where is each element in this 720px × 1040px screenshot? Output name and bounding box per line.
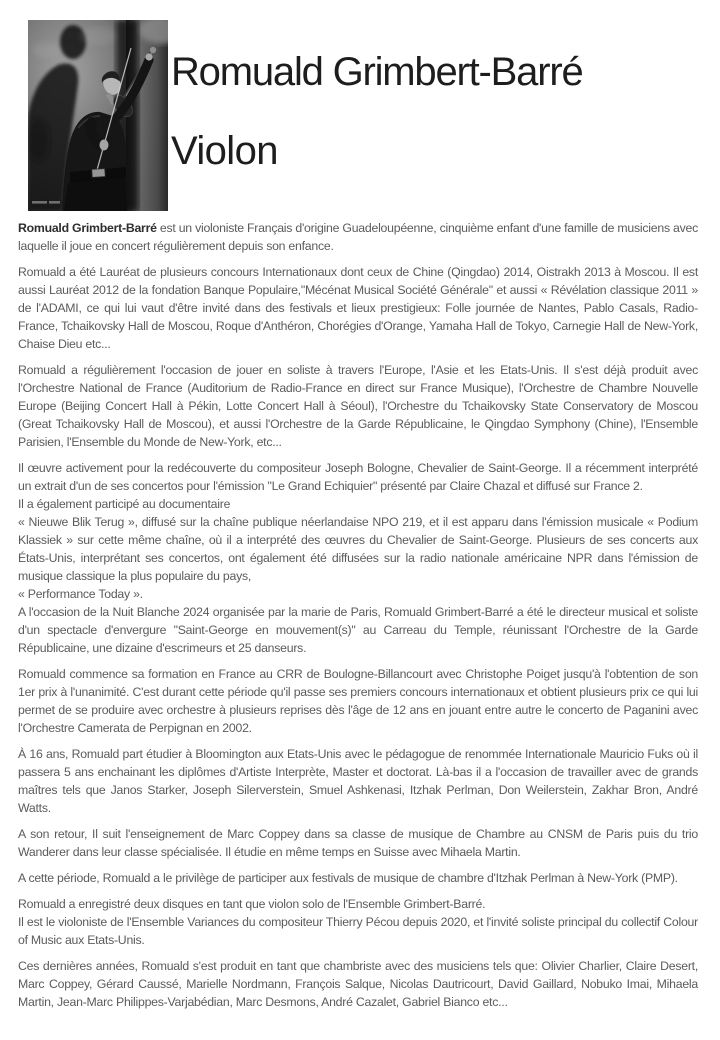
bio-line-disques: Romuald a enregistré deux disques en tant que violon solo de l'Ensemble Grimbert-Barré. [18,897,486,911]
bio-paragraph-nuit-blanche: A l'occasion de la Nuit Blanche 2024 organisée par la marie de Paris, Romuald Grimbert-Barré a été le directeur musical et soliste d'un spectacle d'envergure "Saint-George en mouvement(s)" au Carreau du Temple, réunissant l'Orchestre de la Garde Républicaine, une dizaine d'escrimeurs et 25 danseurs. [18,605,698,655]
bio-paragraph-pmp: A cette période, Romuald a le privilège de participer aux festivals de musique de chambre d'Itzhak Perlman à New-York (PMP). [18,871,678,885]
person-name-bold: Romuald Grimbert-Barré [18,221,157,235]
page-subtitle: Violon [171,129,278,173]
bio-line-variances: Il est le violoniste de l'Ensemble Variances du compositeur Thierry Pécou depuis 2020, et l'invité soliste principal du collectif Colour of Music aux Etats-Unis. [18,915,698,947]
bio-paragraph-awards: Romuald a été Lauréat de plusieurs concours Internationaux dont ceux de Chine (Qingdao) 2014, Oistrakh 2013 à Moscou. Il est aussi Lauréat 2012 de la fondation Banque Populaire,"Mécénat Musical Société Générale" et aussi « Révélation classique 2011 » de l'ADAMI, ce qui lui vaut d'être invité dans des festivals et lieux prestigieux: Folle journée de Nantes, Pablo Casals, Radio-France, Tchaikovsky Hall de Moscou, Roque d'Anthéron, Chorégies d'Orange, Yamaha Hall de Tokyo, Carnegie Hall de New-York, Chaise Dieu etc... [18,265,698,351]
bio-paragraph-intro [18,219,698,255]
bio-paragraph-npo: « Nieuwe Blik Terug », diffusé sur la chaîne publique néerlandaise NPO 219, et il est apparu dans l'émission musicale « Podium Klassiek » sur cette même chaîne, où il a interprété des œuvres du Chevalier de Saint-George. Plusieurs de ses concerts aux États-Unis, interprétant ses concertos, ont également été diffusées sur la radio nationale américaine NPR dans l'émission de musique classique la plus populaire du pays, [18,515,698,583]
bio-paragraph-chambriste: Ces dernières années, Romuald s'est produit en tant que chambriste avec des musiciens tels que: Olivier Charlier, Claire Desert, Marc Coppey, Gérard Caussé, Marielle Nordmann, François Salque, Nicolas Dautricourt, David Gaillard, Nobuko Imai, Mihaela Martin, Jean-Marc Philippes-Varjabédian, Marc Desmons, André Cazalet, Gabriel Bianco etc... [18,959,698,1009]
bio-line-performance-today: « Performance Today ». [18,587,143,601]
intro-text: est un violoniste Français d'origine Guadeloupéenne, cinquième enfant d'une famille de musiciens avec laquelle il joue en concert régulièrement depuis son enfance. [18,221,698,253]
biography-text [18,219,698,1011]
bio-paragraph-soloist: Romuald a régulièrement l'occasion de jouer en soliste à travers l'Europe, l'Asie et les Etats-Unis. Il s'est déjà produit avec l'Orchestre National de France (Auditorium de Radio-France en direct sur France Musique), l'Orchestre de Chambre Nouvelle Europe (Beijing Concert Hall à Pékin, Lotte Concert Hall à Séoul), l'Orchestre du Tchaikovsky State Conservatory de Moscou (Great Tchaikovsky Hall de Moscou), et aussi l'Orchestre de la Garde Républicaine, le Qingdao Symphony (Chine), l'Ensemble Parisien, l'Ensemble du Monde de New-York, etc... [18,363,698,449]
bio-paragraph-saint-george: Il œuvre activement pour la redécouverte du compositeur Joseph Bologne, Chevalier de Saint-George. Il a récemment interprété un extrait d'un de ses concertos pour l'émission "Le Grand Echiquier" présenté par Claire Chazal et diffusé sur France 2. [18,461,698,493]
page-title: Romuald Grimbert-Barré [171,50,583,94]
bio-paragraph-formation: Romuald commence sa formation en France au CRR de Boulogne-Billancourt avec Christophe Poiget jusqu'à l'obtention de son 1er prix à l'unanimité. C'est durant cette période qu'il passe ses premiers concours internationaux et obtient plusieurs prix ce qui lui permet de se produire avec orchestre à plusieurs reprises dès l'âge de 12 ans en jouant entre autre le concerto de Paganini avec l'Orchestre Camerata de Perpignan en 2002. [18,667,698,735]
violinist-photo-image [28,20,168,211]
bio-paragraph-bloomington: À 16 ans, Romuald part étudier à Bloomington aux Etats-Unis avec le pédagogue de renommée Internationale Mauricio Fuks où il passera 5 ans enchainant les diplômes d'Artiste Interprète, Master et doctorat. Là-bas il a l'occasion de travailler avec de grands maîtres tels que Janos Starker, Joseph Silerverstein, Smuel Ashkenasi, Itzhak Perlman, Don Weilerstein, Zakhar Bron, André Watts. [18,747,698,815]
photo-credit-watermark [32,201,60,204]
violinist-photo [28,20,168,211]
bio-line-documentary: Il a également participé au documentaire [18,497,231,511]
bio-paragraph-retour: A son retour, Il suit l'enseignement de Marc Coppey dans sa classe de musique de Chambre au CNSM de Paris puis du trio Wanderer dans leur classe spécialisée. Il étudie en même temps en Suisse avec Mihaela Martin. [18,827,698,859]
